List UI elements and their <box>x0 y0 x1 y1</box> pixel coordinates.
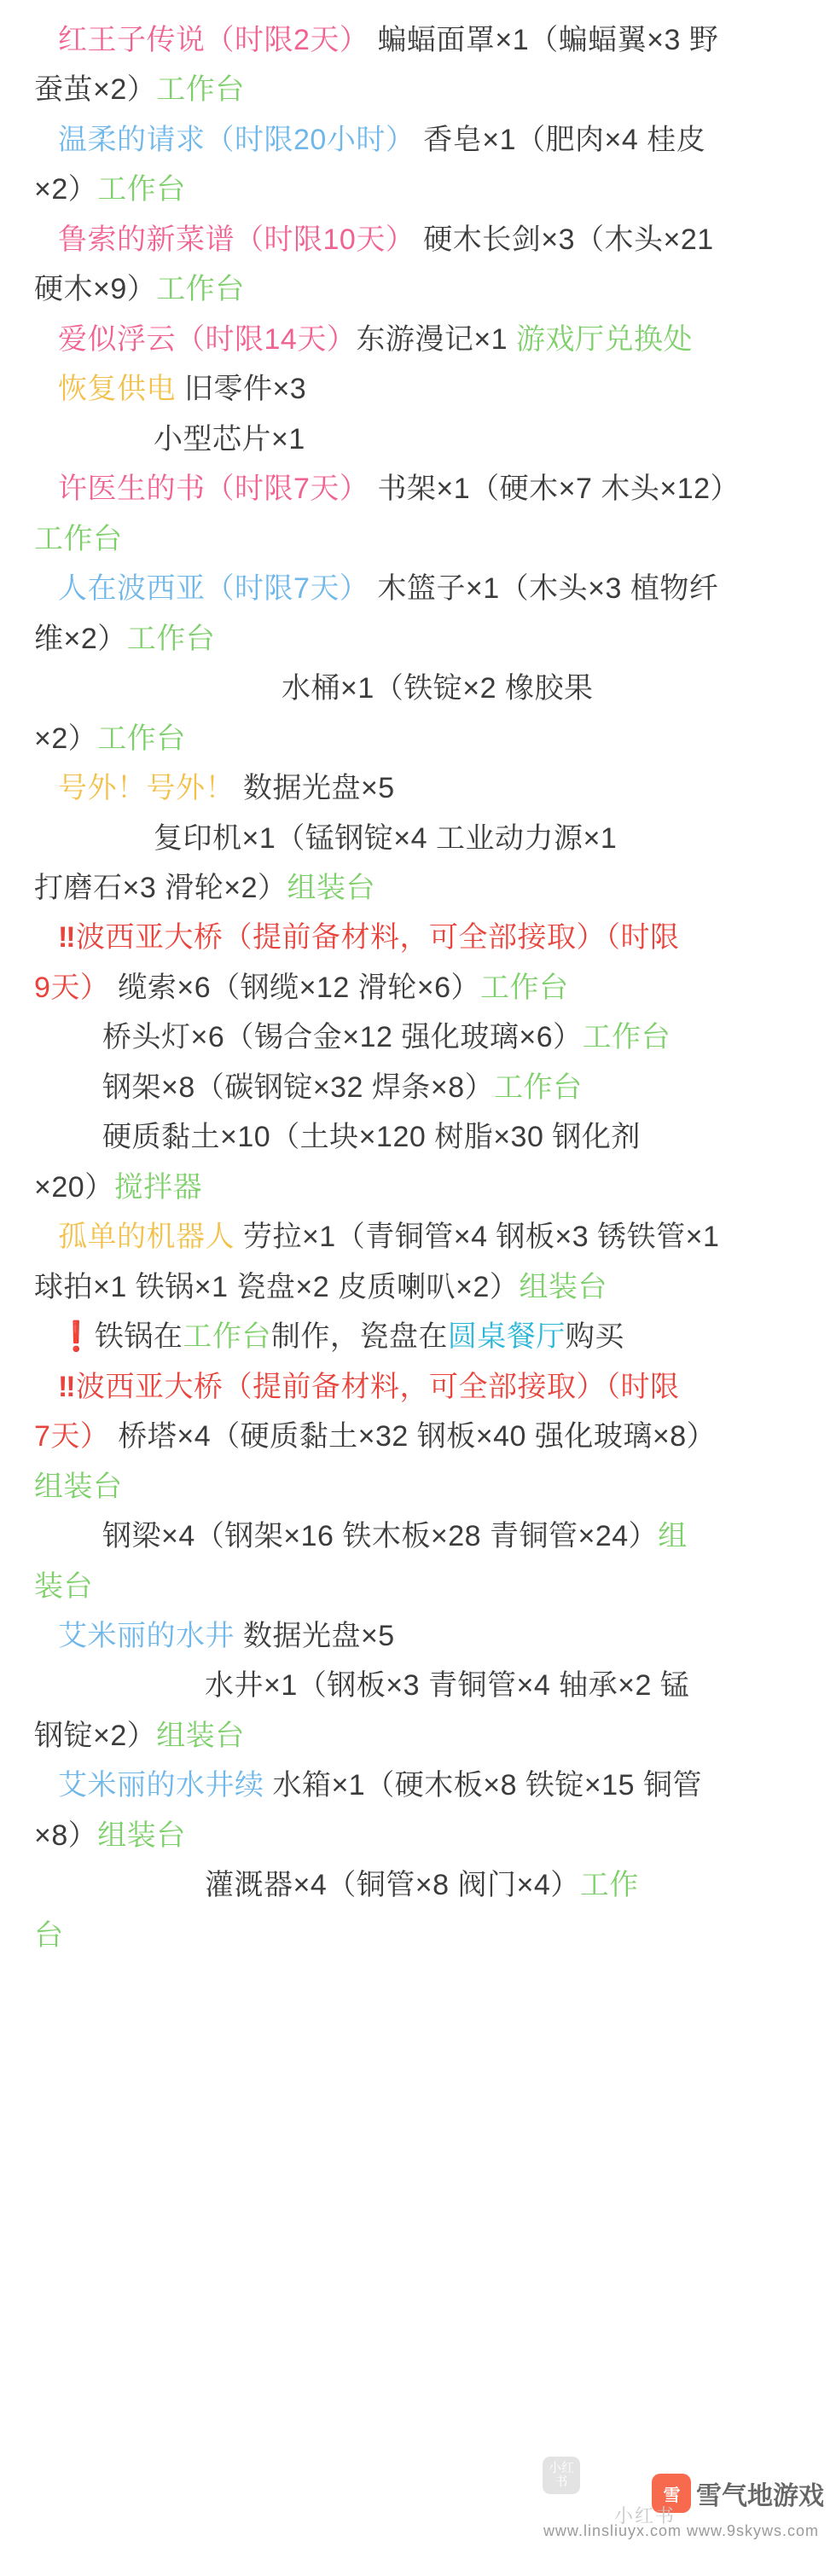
quest-text-segment: 工作台 <box>582 1021 671 1054</box>
quest-text-segment: 桥塔×4（硬质黏土×32 钢板×40 强化玻璃×8） <box>109 1420 717 1453</box>
quest-text-segment: 硬木×9） <box>34 273 157 306</box>
site-logo-badge: 雪 <box>652 2474 691 2513</box>
quest-text-segment: 7天） <box>34 1420 110 1453</box>
quest-text-segment: 铁锅在 <box>94 1320 183 1354</box>
quest-text-segment: 组装台 <box>97 1819 186 1852</box>
xhs-watermark-text: 小红书 <box>613 2505 676 2527</box>
quest-text-segment: 数据光盘×5 <box>235 772 395 805</box>
quest-line <box>34 215 802 264</box>
quest-line <box>34 863 802 913</box>
quest-text-segment: 香皂×1（肥肉×4 桂皮 <box>415 123 706 156</box>
quest-line <box>34 1262 802 1312</box>
quest-text-segment: 钢梁×4（钢架×16 铁木板×28 青铜管×24） <box>102 1520 659 1553</box>
quest-line <box>34 614 802 664</box>
quest-line <box>34 1063 802 1112</box>
quest-line <box>34 264 802 314</box>
quest-text-segment: 购买 <box>565 1320 624 1354</box>
quest-text-segment: ×20） <box>34 1170 114 1204</box>
xhs-watermark-badge: 小红书 <box>543 2457 580 2494</box>
quest-text-segment: 复印机×1（锰钢锭×4 工业动力源×1 <box>154 821 618 855</box>
quest-text-segment: 圆桌餐厅 <box>447 1320 566 1354</box>
quest-line <box>34 115 802 165</box>
site-url-watermark: www.linsliuyx.com www.9skyws.com <box>543 2522 819 2539</box>
quest-text-segment: 组装台 <box>156 1719 245 1752</box>
quest-text-segment: 球拍×1 铁锅×1 瓷盘×2 皮质喇叭×2） <box>34 1270 520 1303</box>
quest-text-segment: ×8） <box>34 1819 98 1852</box>
quest-text-segment: ❗ <box>58 1320 95 1354</box>
quest-text-segment: 温柔的请求（时限20小时） <box>58 123 415 156</box>
quest-line <box>34 315 802 364</box>
quest-text-segment: 爱似浮云（时限14天） <box>58 322 357 356</box>
quest-text-segment: 组装台 <box>34 1470 123 1503</box>
quest-line <box>34 1711 802 1761</box>
quest-text-segment: 桥头灯×6（锡合金×12 强化玻璃×6） <box>102 1021 583 1054</box>
quest-text-segment: 书架×1（硬木×7 木头×12） <box>369 473 740 506</box>
quest-text-segment: 波西亚大桥（提前备材料，可全部接取）（时限 <box>76 921 680 954</box>
quest-line <box>34 913 802 962</box>
quest-line <box>34 564 802 613</box>
quest-text-segment: 恢复供电 <box>58 373 176 406</box>
quest-text-segment: ×2） <box>34 722 98 755</box>
quest-line <box>34 664 802 713</box>
quest-line <box>34 1012 802 1062</box>
quest-text-segment: 波西亚大桥（提前备材料，可全部接取）（时限 <box>76 1370 680 1403</box>
quest-text-segment: 工作台 <box>156 73 245 107</box>
quest-line <box>34 364 802 414</box>
quest-text-segment: 人在波西亚（时限7天） <box>58 572 369 606</box>
quest-text-segment: 号外！号外！ <box>58 772 235 805</box>
quest-text-segment: 水箱×1（硬木板×8 铁锭×15 铜管 <box>264 1769 703 1802</box>
site-logo-text: 雪气地游戏 <box>696 2482 824 2510</box>
quest-line <box>34 1911 802 1960</box>
quest-text-segment: 硬质黏土×10（土块×120 树脂×30 钢化剂 <box>102 1121 641 1154</box>
quest-text-segment: 蝙蝠面罩×1（蝙蝠翼×3 野 <box>369 24 719 56</box>
quest-text-segment: 许医生的书（时限7天） <box>58 473 369 506</box>
quest-text-segment: 工作台 <box>480 971 569 1004</box>
quest-text-segment: 缆索×6（钢缆×12 滑轮×6） <box>109 971 481 1004</box>
quest-text-segment: ‼ <box>58 921 77 954</box>
quest-line <box>34 1611 802 1661</box>
quest-text-segment: 孤单的机器人 <box>58 1221 235 1254</box>
quest-text-segment: 工作台 <box>97 722 186 755</box>
quest-line <box>34 1362 802 1412</box>
site-watermark <box>652 2474 824 2513</box>
quest-line <box>34 514 802 564</box>
quest-text-segment: 钢架×8（碳钢锭×32 焊条×8） <box>102 1070 495 1104</box>
quest-text-segment: 蚕茧×2） <box>34 73 157 107</box>
quest-line <box>34 1860 802 1910</box>
quest-line <box>34 714 802 763</box>
quest-text-segment: 艾米丽的水井续 <box>58 1769 264 1802</box>
quest-text-segment: 搅拌器 <box>113 1170 203 1204</box>
quest-text-segment: 鲁索的新菜谱（时限10天） <box>58 223 415 256</box>
quest-text-segment: 硬木长剑×3（木头×21 <box>415 223 714 256</box>
quest-line <box>34 1112 802 1162</box>
quest-line <box>34 165 802 214</box>
quest-line <box>34 814 802 863</box>
quest-line <box>34 1163 802 1212</box>
quest-line <box>34 1412 802 1461</box>
quest-text-segment: 艾米丽的水井 <box>58 1620 235 1652</box>
quest-text-segment: 工作台 <box>34 522 123 555</box>
quest-line <box>34 65 802 114</box>
quest-text-segment: 红王子传说（时限2天） <box>58 24 369 56</box>
quest-text-segment: 小型芯片×1 <box>154 422 305 455</box>
quest-line <box>34 15 802 65</box>
quest-line <box>34 464 802 513</box>
quest-line <box>34 763 802 813</box>
quest-text-segment: 东游漫记×1 <box>356 322 517 356</box>
quest-text-segment: 工作台 <box>97 173 186 206</box>
quest-text-segment: 组 <box>658 1520 688 1553</box>
quest-text-segment: 维×2） <box>34 622 127 655</box>
quest-text-segment: 劳拉×1（青铜管×4 钢板×3 锈铁管×1 <box>235 1221 720 1254</box>
quest-text-segment: 工作台 <box>494 1070 583 1104</box>
quest-text-segment: ×2） <box>34 173 98 206</box>
quest-line <box>34 1462 802 1511</box>
quest-text-segment: 游戏厅兑换处 <box>516 322 694 356</box>
quest-line <box>34 1212 802 1262</box>
quest-text-segment: 数据光盘×5 <box>235 1620 395 1652</box>
quest-line <box>34 1761 802 1810</box>
quest-text-segment: 打磨石×3 滑轮×2） <box>34 871 287 904</box>
quest-text-segment: 钢锭×2） <box>34 1719 157 1752</box>
quest-text-segment: ‼ <box>58 1370 77 1403</box>
quest-line <box>34 1661 802 1710</box>
quest-text-segment: 旧零件×3 <box>176 373 307 406</box>
quest-line <box>34 963 802 1012</box>
quest-text-segment: 组装台 <box>519 1270 607 1303</box>
quest-line <box>34 1811 802 1860</box>
quest-line <box>34 1562 802 1611</box>
quest-text-segment: 装台 <box>34 1569 93 1603</box>
quest-text-segment: 木篮子×1（木头×3 植物纤 <box>369 572 719 606</box>
quest-line <box>34 415 802 464</box>
quest-text-segment: 台 <box>34 1918 64 1952</box>
quest-text-segment: 9天） <box>34 971 110 1004</box>
quest-line <box>34 1511 802 1561</box>
quest-text-segment: 工作台 <box>126 622 216 655</box>
quest-text-segment: 灌溉器×4（铜管×8 阀门×4） <box>205 1869 580 1902</box>
quest-text-segment: 工作台 <box>183 1320 271 1354</box>
quest-text-segment: 工作 <box>579 1869 639 1902</box>
quest-line <box>34 1312 802 1361</box>
quest-text-segment: 制作，瓷盘在 <box>270 1320 448 1354</box>
quest-text-segment: 水桶×1（铁锭×2 橡胶果 <box>282 672 594 705</box>
quest-text-segment: 工作台 <box>156 273 245 306</box>
quest-text-segment: 组装台 <box>287 871 375 904</box>
quest-text-segment: 水井×1（钢板×3 青铜管×4 轴承×2 锰 <box>205 1669 690 1703</box>
